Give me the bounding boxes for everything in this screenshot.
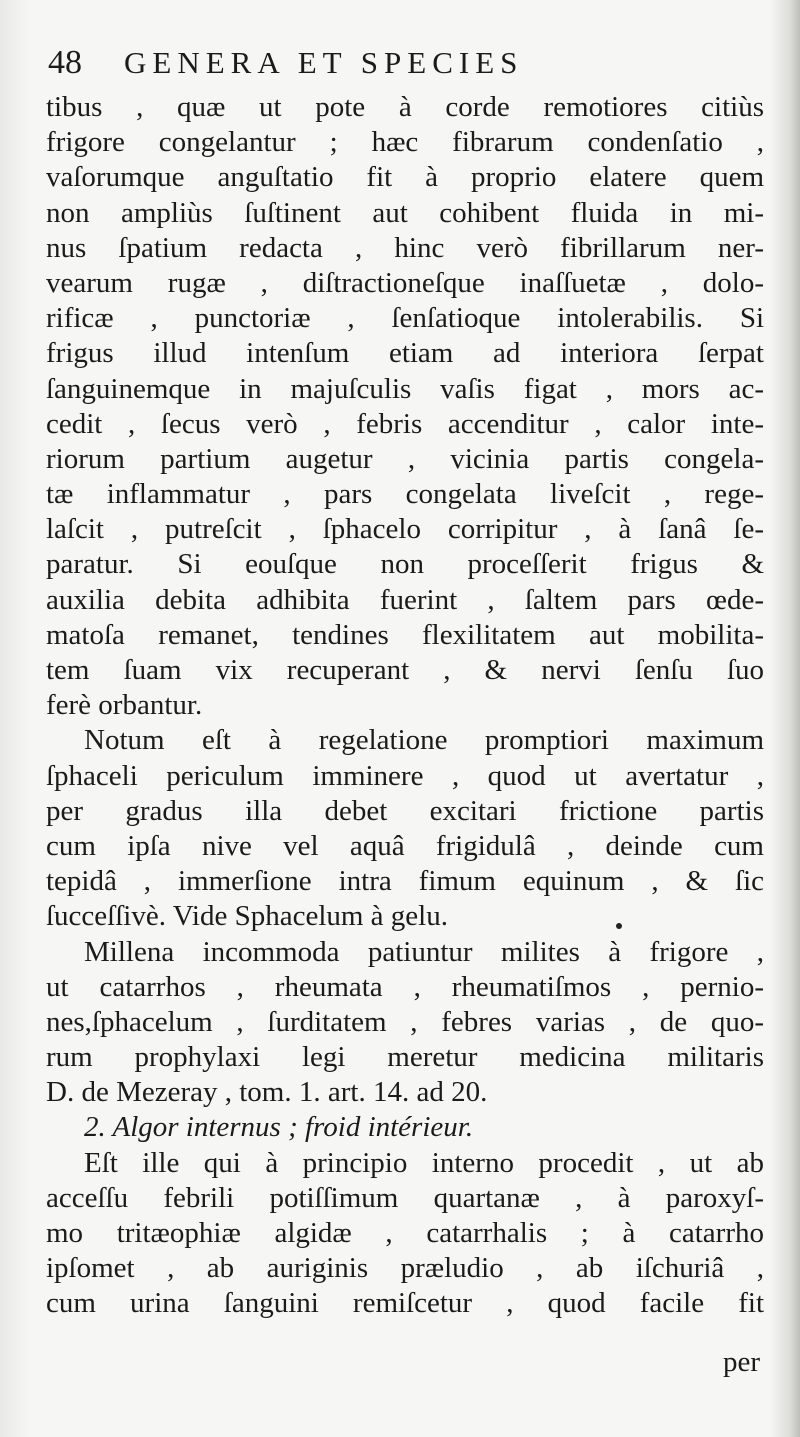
text-line: tæ inflammatur , pars congelata liveſcit , rege- xyxy=(46,478,764,511)
text-line: rum prophylaxi legi meretur medicina militaris xyxy=(46,1041,764,1074)
text-line: laſcit , putreſcit , ſphacelo corripitur , à ſanâ ſe- xyxy=(46,513,764,546)
text-line: ut catarrhos , rheumata , rheumatiſmos , pernio- xyxy=(46,970,764,1003)
text-line: paratur. Si eouſque non proceſſerit frigus & xyxy=(46,548,764,581)
text-line: cum ipſa nive vel aquâ frigidulâ , deinde cum xyxy=(46,829,764,862)
text-line: per gradus illa debet excitari frictione partis xyxy=(46,794,764,827)
page-number: 48 xyxy=(48,44,82,81)
paragraph-5 xyxy=(46,1146,764,1322)
running-title: GENERA ET SPECIES xyxy=(124,45,524,80)
section-heading-line: 2. Algor internus ; froid intérieur. xyxy=(84,1111,474,1144)
text-line: riorum partium augetur , vicinia partis congela- xyxy=(46,442,764,475)
text-line: ſucceſſivè. Vide Sphacelum à gelu. xyxy=(46,900,448,933)
text-line: auxilia debita adhibita fuerint , ſaltem pars œde- xyxy=(46,583,764,616)
ink-speck xyxy=(616,923,622,929)
text-line: matoſa remanet, tendines flexilitatem aut mobilita- xyxy=(46,618,764,651)
text-line: rificæ , punctoriæ , ſenſatioque intolerabilis. Si xyxy=(46,302,764,335)
text-line: ipſomet , ab auriginis præludio , ab iſchuriâ , xyxy=(46,1252,764,1285)
paragraph-3 xyxy=(46,935,764,1111)
text-line: ſphaceli periculum imminere , quod ut avertatur , xyxy=(46,759,764,792)
text-line: cedit , ſecus verò , febris accenditur , calor inte- xyxy=(46,407,764,440)
text-line: nes,ſphacelum , ſurditatem , febres varias , de quo- xyxy=(46,1005,764,1038)
text-line: mo tritæophiæ algidæ , catarrhalis ; à catarrho xyxy=(46,1217,764,1249)
text-line: vaſorumque anguſtatio fit à proprio elatere quem xyxy=(46,161,764,194)
text-line: ferè orbantur. xyxy=(46,689,203,722)
section-heading xyxy=(46,1110,764,1145)
text-line: frigore congelantur ; hæc fibrarum condenſatio , xyxy=(46,126,764,159)
catchword: per xyxy=(722,1346,760,1378)
paragraph-1 xyxy=(46,90,764,723)
text-line: acceſſu febrili potiſſimum quartanæ , à paroxyſ- xyxy=(46,1181,764,1214)
text-line: cum urina ſanguini remiſcetur , quod facile fit xyxy=(46,1287,764,1320)
text-line: frigus illud intenſum etiam ad interiora ſerpat xyxy=(46,337,764,370)
text-line: tepidâ , immerſione intra fimum equinum , & ſic xyxy=(46,865,764,898)
body-text xyxy=(46,90,764,1322)
text-line: tibus , quæ ut pote à corde remotiores citiùs xyxy=(46,91,764,123)
text-line: Notum eſt à regelatione promptiori maximum xyxy=(84,724,764,757)
text-line: Eſt ille qui à principio interno procedit , ut ab xyxy=(84,1146,764,1179)
text-line: tem ſuam vix recuperant , & nervi ſenſu ſuo xyxy=(46,654,764,686)
text-line: nus ſpatium redacta , hinc verò fibrillarum ner- xyxy=(46,231,764,264)
running-header xyxy=(48,44,758,94)
text-line: ſanguinemque in majuſculis vaſis figat , mors ac- xyxy=(46,372,764,405)
text-line: Millena incommoda patiuntur milites à frigore , xyxy=(84,935,764,968)
paragraph-2 xyxy=(46,723,764,934)
text-line: D. de Mezeray , tom. 1. art. 14. ad 20. xyxy=(46,1076,488,1109)
text-line: non ampliùs ſuſtinent aut cohibent fluida in mi- xyxy=(46,196,764,229)
text-line: vearum rugæ , diſtractioneſque inaſſuetæ , dolo- xyxy=(46,266,764,299)
